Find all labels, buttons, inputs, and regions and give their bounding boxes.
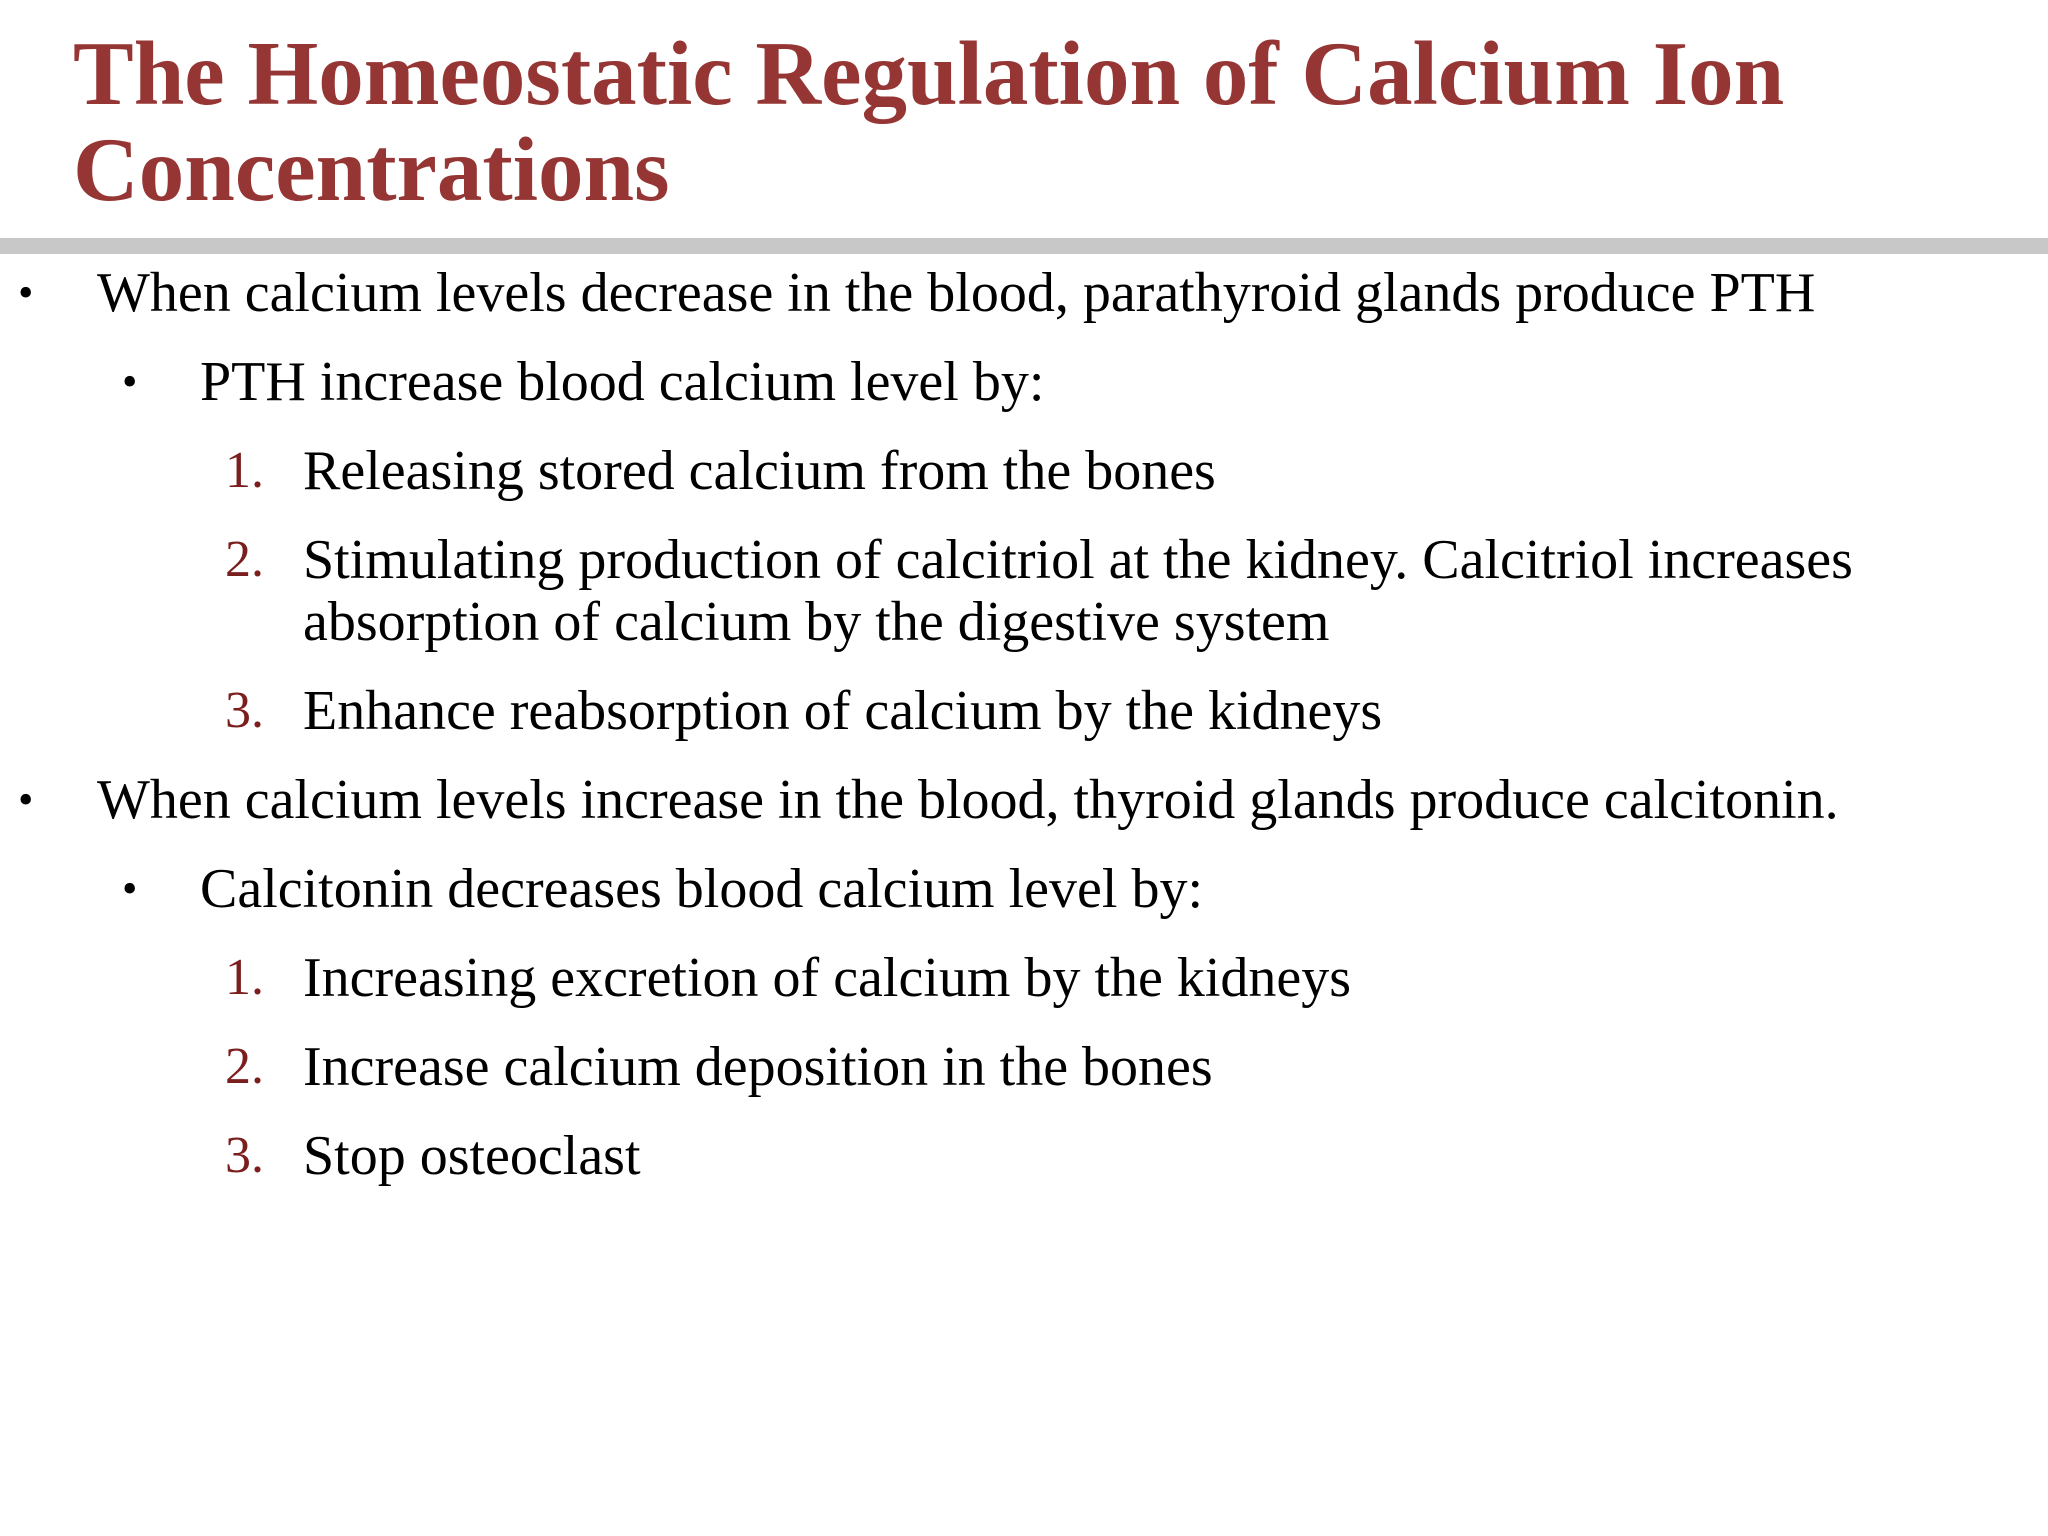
- item-text: Enhance reabsorption of calcium by the kidneys: [303, 680, 1383, 742]
- sub-bullet-text: Calcitonin decreases blood calcium level by:: [200, 858, 1203, 920]
- item-number: 2.: [225, 531, 264, 588]
- bullet-text: When calcium levels increase in the blood, thyroid glands produce calcitonin.: [97, 769, 1839, 831]
- item-text: Increase calcium deposition in the bones: [303, 1036, 1213, 1098]
- item-number: 1.: [225, 442, 264, 499]
- bullet-text: When calcium levels decrease in the blood, parathyroid glands produce PTH: [97, 262, 1816, 324]
- title-divider: [0, 238, 2048, 254]
- bullet-icon: •: [18, 775, 34, 824]
- item-number: 3.: [225, 682, 264, 739]
- slide-title: The Homeostatic Regulation of Calcium Ion Concentrations: [73, 23, 1785, 220]
- item-text: Stop osteoclast: [303, 1125, 641, 1187]
- numbered-item: [0, 1036, 2003, 1098]
- bullet-icon: •: [122, 357, 138, 406]
- bullet-icon: •: [18, 268, 34, 317]
- sub-bullet-text: PTH increase blood calcium level by:: [200, 351, 1045, 413]
- item-number: 2.: [225, 1038, 264, 1095]
- numbered-item: [0, 1125, 2003, 1187]
- item-text: Releasing stored calcium from the bones: [303, 440, 1216, 502]
- bullet-icon: •: [122, 864, 138, 913]
- numbered-item: [0, 529, 2003, 653]
- item-text: Stimulating production of calcitriol at the kidney. Calcitriol increases absorption of calcium by the digestive system: [303, 529, 1853, 653]
- item-text: Increasing excretion of calcium by the kidneys: [303, 947, 1352, 1009]
- numbered-item: [0, 680, 2003, 742]
- bullet-item: [0, 769, 1977, 831]
- sub-bullet-item: [0, 351, 1980, 413]
- bullet-item: [0, 262, 1977, 324]
- item-number: 1.: [225, 949, 264, 1006]
- item-number: 3.: [225, 1127, 264, 1184]
- numbered-item: [0, 440, 2003, 502]
- sub-bullet-item: [0, 858, 1980, 920]
- slide-body: [0, 262, 2048, 1214]
- numbered-item: [0, 947, 2003, 1009]
